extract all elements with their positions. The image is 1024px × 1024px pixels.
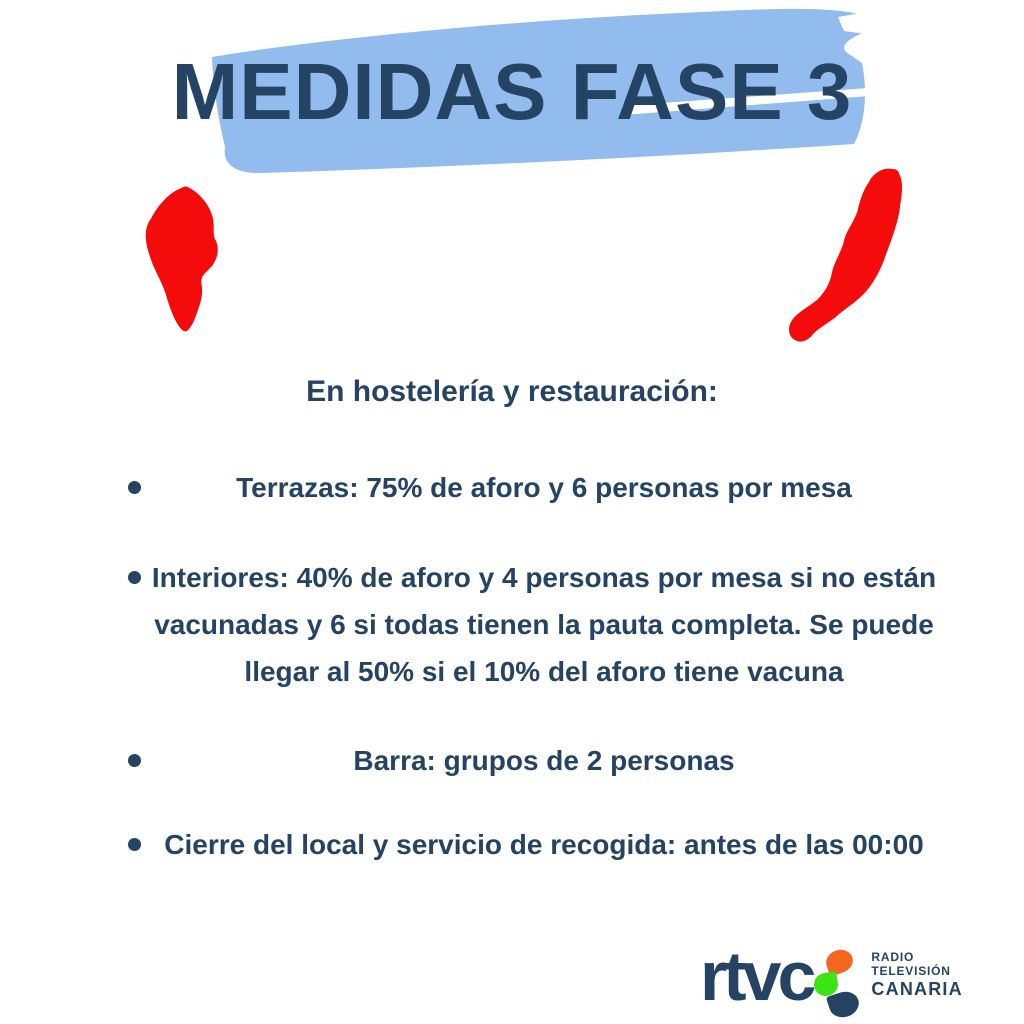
list-item xyxy=(0,554,1024,695)
page-title: MEDIDAS FASE 3 xyxy=(171,47,853,136)
rtvc-wordmark: rtvc xyxy=(700,937,813,1015)
rtvc-logo xyxy=(700,938,963,1018)
list-item-text: Terrazas: 75% de aforo y 6 personas por mesa xyxy=(236,472,852,503)
list-item-text: Interiores: 40% de aforo y 4 personas por mesa si no están vacunadas y 6 si todas tienen la pauta completa. Se puede llegar al 50% si el 10% del aforo tiene vacuna xyxy=(151,562,937,687)
list-item xyxy=(0,464,1024,511)
list-item xyxy=(0,821,1024,868)
logo-line-television: TELEVISIÓN xyxy=(871,964,951,978)
rtvc-pinwheel-icon xyxy=(814,946,862,1018)
measures-section xyxy=(0,372,1024,868)
bullet-dot-icon xyxy=(128,754,141,767)
logo-line-radio: RADIO xyxy=(871,950,915,964)
rtvc-logo-text xyxy=(871,950,962,1000)
list-item-text: Barra: grupos de 2 personas xyxy=(353,745,735,776)
bullet-dot-icon xyxy=(128,838,141,851)
fuerteventura-island-icon xyxy=(787,167,940,350)
measures-list xyxy=(0,464,1024,868)
list-item xyxy=(0,737,1024,784)
bullet-dot-icon xyxy=(128,571,141,584)
section-heading: En hostelería y restauración: xyxy=(306,375,718,408)
bullet-dot-icon xyxy=(128,481,141,494)
logo-line-canaria: CANARIA xyxy=(871,979,963,999)
list-item-text: Cierre del local y servicio de recogida: antes de las 00:00 xyxy=(164,829,924,860)
la-palma-island-icon xyxy=(139,184,233,333)
